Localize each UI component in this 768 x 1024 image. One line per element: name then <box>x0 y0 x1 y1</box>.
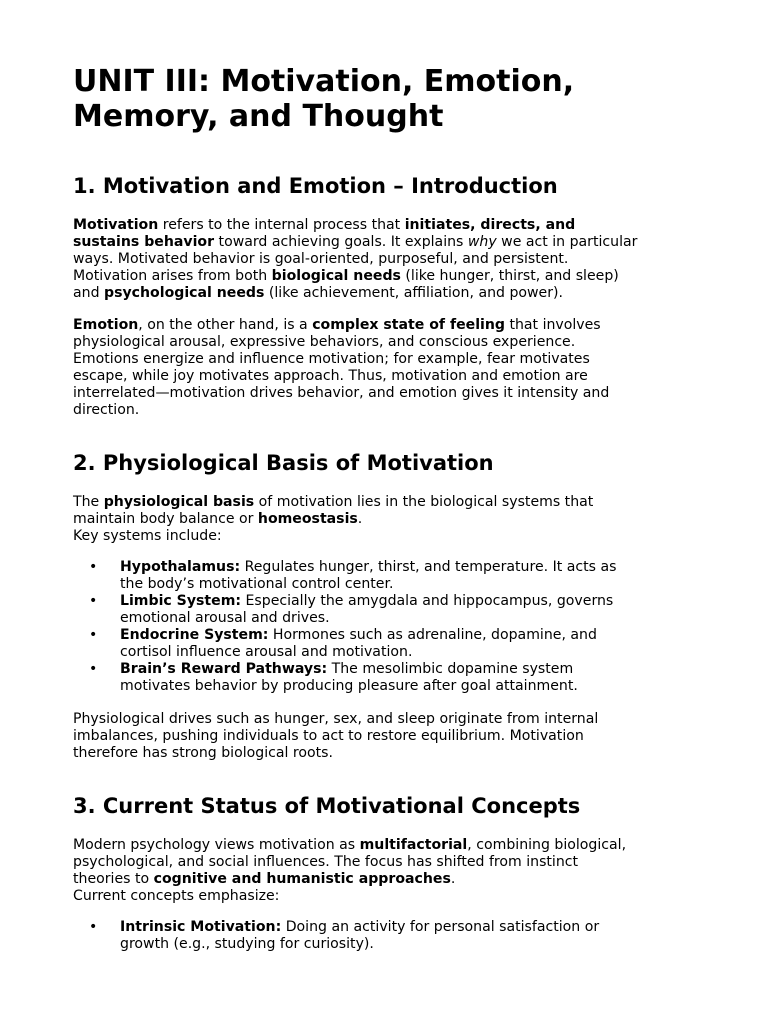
list-item: • Limbic System: Especially the amygdala and hippocampus, governs emotional arousal and drives. <box>89 593 614 626</box>
list-item: • Hypothalamus: Regulates hunger, thirst, and temperature. It acts as the body’s motivational control center. <box>89 559 617 592</box>
current-concepts-list <box>73 919 713 953</box>
paragraph-current-status: Modern psychology views motivation as multifactorial, combining biological, psychological, and social influences. The focus has shifted from instinct theories to cognitive and humanistic approaches. Current concepts emphasize: <box>73 837 627 904</box>
list-item: • Intrinsic Motivation: Doing an activity for personal satisfaction or growth (e.g., studying for curiosity). <box>89 919 600 952</box>
page-title: UNIT III: Motivation, Emotion, Memory, and Thought <box>73 64 575 134</box>
paragraph-physiological-basis: The physiological basis of motivation lies in the biological systems that maintain body balance or homeostasis. Key systems include: <box>73 494 594 544</box>
section-heading-3: 3. Current Status of Motivational Concepts <box>73 794 581 818</box>
paragraph-emotion: Emotion, on the other hand, is a complex state of feeling that involves physiological arousal, expressive behaviors, and conscious experience. Emotions energize and influence motivation; for example, fear motivates escape, while joy motivates approach. Thus, motivation and emotion are interrelated—motivation drives behavior, and emotion gives it intensity and direction. <box>73 317 610 418</box>
list-item: • Endocrine System: Hormones such as adrenaline, dopamine, and cortisol influence arousal and motivation. <box>89 627 597 660</box>
key-systems-list <box>73 559 713 695</box>
list-item: • Brain’s Reward Pathways: The mesolimbic dopamine system motivates behavior by producing pleasure after goal attainment. <box>89 661 578 694</box>
section-heading-2: 2. Physiological Basis of Motivation <box>73 451 494 475</box>
section-heading-1: 1. Motivation and Emotion – Introduction <box>73 174 558 198</box>
paragraph-physiological-drives: Physiological drives such as hunger, sex, and sleep originate from internal imbalances, pushing individuals to act to restore equilibrium. Motivation therefore has strong biological roots. <box>73 711 599 761</box>
paragraph-motivation: Motivation refers to the internal process that initiates, directs, and sustains behavior toward achieving goals. It explains why we act in particular ways. Motivated behavior is goal-oriented, purposeful, and persistent. Motivation arises from both biological needs (like hunger, thirst, and sleep) and psychological needs (like achievement, affiliation, and power). <box>73 217 638 301</box>
